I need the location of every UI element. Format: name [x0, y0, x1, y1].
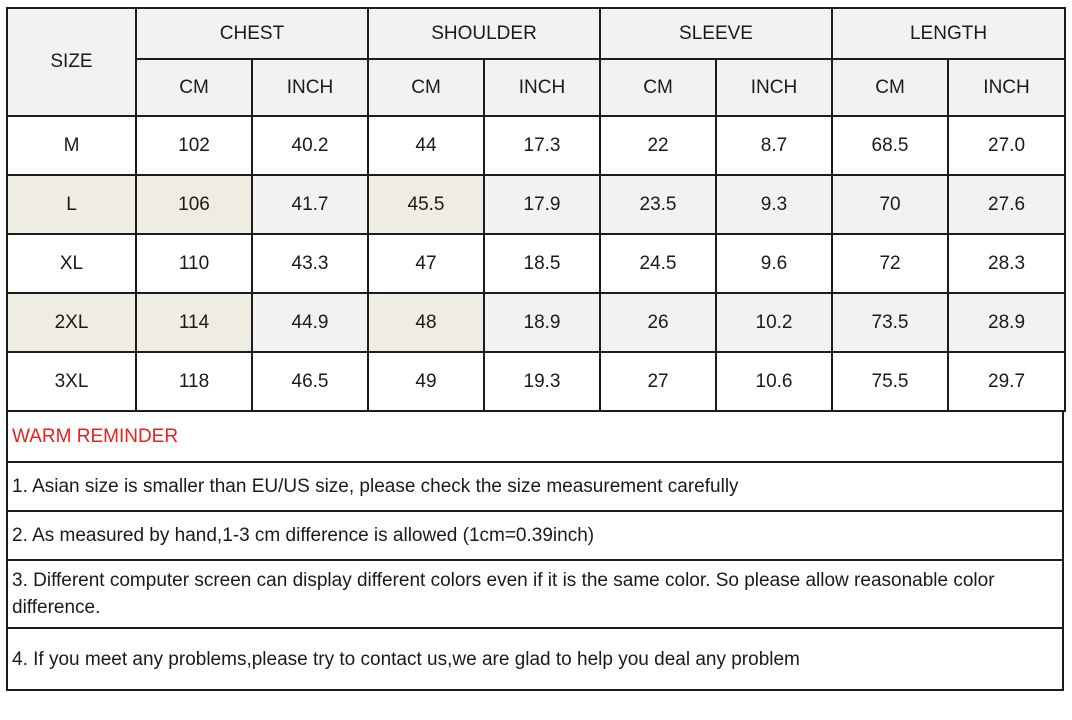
- length-group-header: LENGTH: [832, 8, 1065, 59]
- sleeve-group-header: SLEEVE: [600, 8, 832, 59]
- measurement-cell: 73.5: [832, 293, 948, 352]
- measurement-cell: 27.0: [948, 116, 1065, 175]
- measurement-cell: 29.7: [948, 352, 1065, 411]
- measurement-cell: 40.2: [252, 116, 368, 175]
- size-chart: [6, 7, 1064, 691]
- table-row: [7, 234, 1065, 293]
- measurement-cell: 43.3: [252, 234, 368, 293]
- unit-header-cm: CM: [368, 59, 484, 116]
- measurement-cell: 44: [368, 116, 484, 175]
- measurement-cell: 19.3: [484, 352, 600, 411]
- measurement-cell: 70: [832, 175, 948, 234]
- table-row: [7, 293, 1065, 352]
- measurement-cell: 18.9: [484, 293, 600, 352]
- measurement-cell: 102: [136, 116, 252, 175]
- group-header-row: [7, 8, 1065, 59]
- measurement-cell: 9.6: [716, 234, 832, 293]
- reminder-note: 2. As measured by hand,1-3 cm difference is allowed (1cm=0.39inch): [7, 511, 1063, 560]
- unit-header-cm: CM: [832, 59, 948, 116]
- measurement-cell: 24.5: [600, 234, 716, 293]
- size-label-cell: M: [7, 116, 136, 175]
- unit-header-cm: CM: [600, 59, 716, 116]
- measurement-cell: 18.5: [484, 234, 600, 293]
- measurement-cell: 49: [368, 352, 484, 411]
- measurement-cell: 8.7: [716, 116, 832, 175]
- measurement-cell: 45.5: [368, 175, 484, 234]
- size-label-cell: 3XL: [7, 352, 136, 411]
- measurement-cell: 27: [600, 352, 716, 411]
- unit-header-cm: CM: [136, 59, 252, 116]
- size-label-cell: 2XL: [7, 293, 136, 352]
- measurement-cell: 75.5: [832, 352, 948, 411]
- measurement-cell: 22: [600, 116, 716, 175]
- table-row: [7, 116, 1065, 175]
- measurement-cell: 48: [368, 293, 484, 352]
- measurement-cell: 28.3: [948, 234, 1065, 293]
- measurement-cell: 9.3: [716, 175, 832, 234]
- measurement-cell: 41.7: [252, 175, 368, 234]
- size-column-header: SIZE: [7, 8, 136, 116]
- measurement-cell: 28.9: [948, 293, 1065, 352]
- measurement-cell: 10.2: [716, 293, 832, 352]
- reminder-note: 4. If you meet any problems,please try to contact us,we are glad to help you deal any problem: [7, 628, 1063, 690]
- unit-header-row: [7, 59, 1065, 116]
- measurement-cell: 72: [832, 234, 948, 293]
- measurement-cell: 118: [136, 352, 252, 411]
- warm-reminder-box: [6, 412, 1064, 691]
- measurement-cell: 27.6: [948, 175, 1065, 234]
- unit-header-inch: INCH: [484, 59, 600, 116]
- table-row: [7, 352, 1065, 411]
- reminder-note: 3. Different computer screen can display different colors even if it is the same color. So please allow reasonable color difference.: [7, 560, 1063, 628]
- size-label-cell: L: [7, 175, 136, 234]
- size-label-cell: XL: [7, 234, 136, 293]
- measurement-cell: 68.5: [832, 116, 948, 175]
- measurement-cell: 110: [136, 234, 252, 293]
- table-row: [7, 175, 1065, 234]
- shoulder-group-header: SHOULDER: [368, 8, 600, 59]
- measurement-cell: 26: [600, 293, 716, 352]
- measurement-cell: 17.9: [484, 175, 600, 234]
- measurement-cell: 23.5: [600, 175, 716, 234]
- measurement-cell: 47: [368, 234, 484, 293]
- measurement-cell: 46.5: [252, 352, 368, 411]
- measurement-cell: 10.6: [716, 352, 832, 411]
- size-table: [6, 7, 1066, 412]
- measurement-cell: 106: [136, 175, 252, 234]
- chest-group-header: CHEST: [136, 8, 368, 59]
- unit-header-inch: INCH: [716, 59, 832, 116]
- warm-reminder-title: WARM REMINDER: [7, 412, 1063, 462]
- reminder-note: 1. Asian size is smaller than EU/US size, please check the size measurement carefully: [7, 462, 1063, 511]
- measurement-cell: 17.3: [484, 116, 600, 175]
- measurement-cell: 114: [136, 293, 252, 352]
- unit-header-inch: INCH: [252, 59, 368, 116]
- measurement-cell: 44.9: [252, 293, 368, 352]
- unit-header-inch: INCH: [948, 59, 1065, 116]
